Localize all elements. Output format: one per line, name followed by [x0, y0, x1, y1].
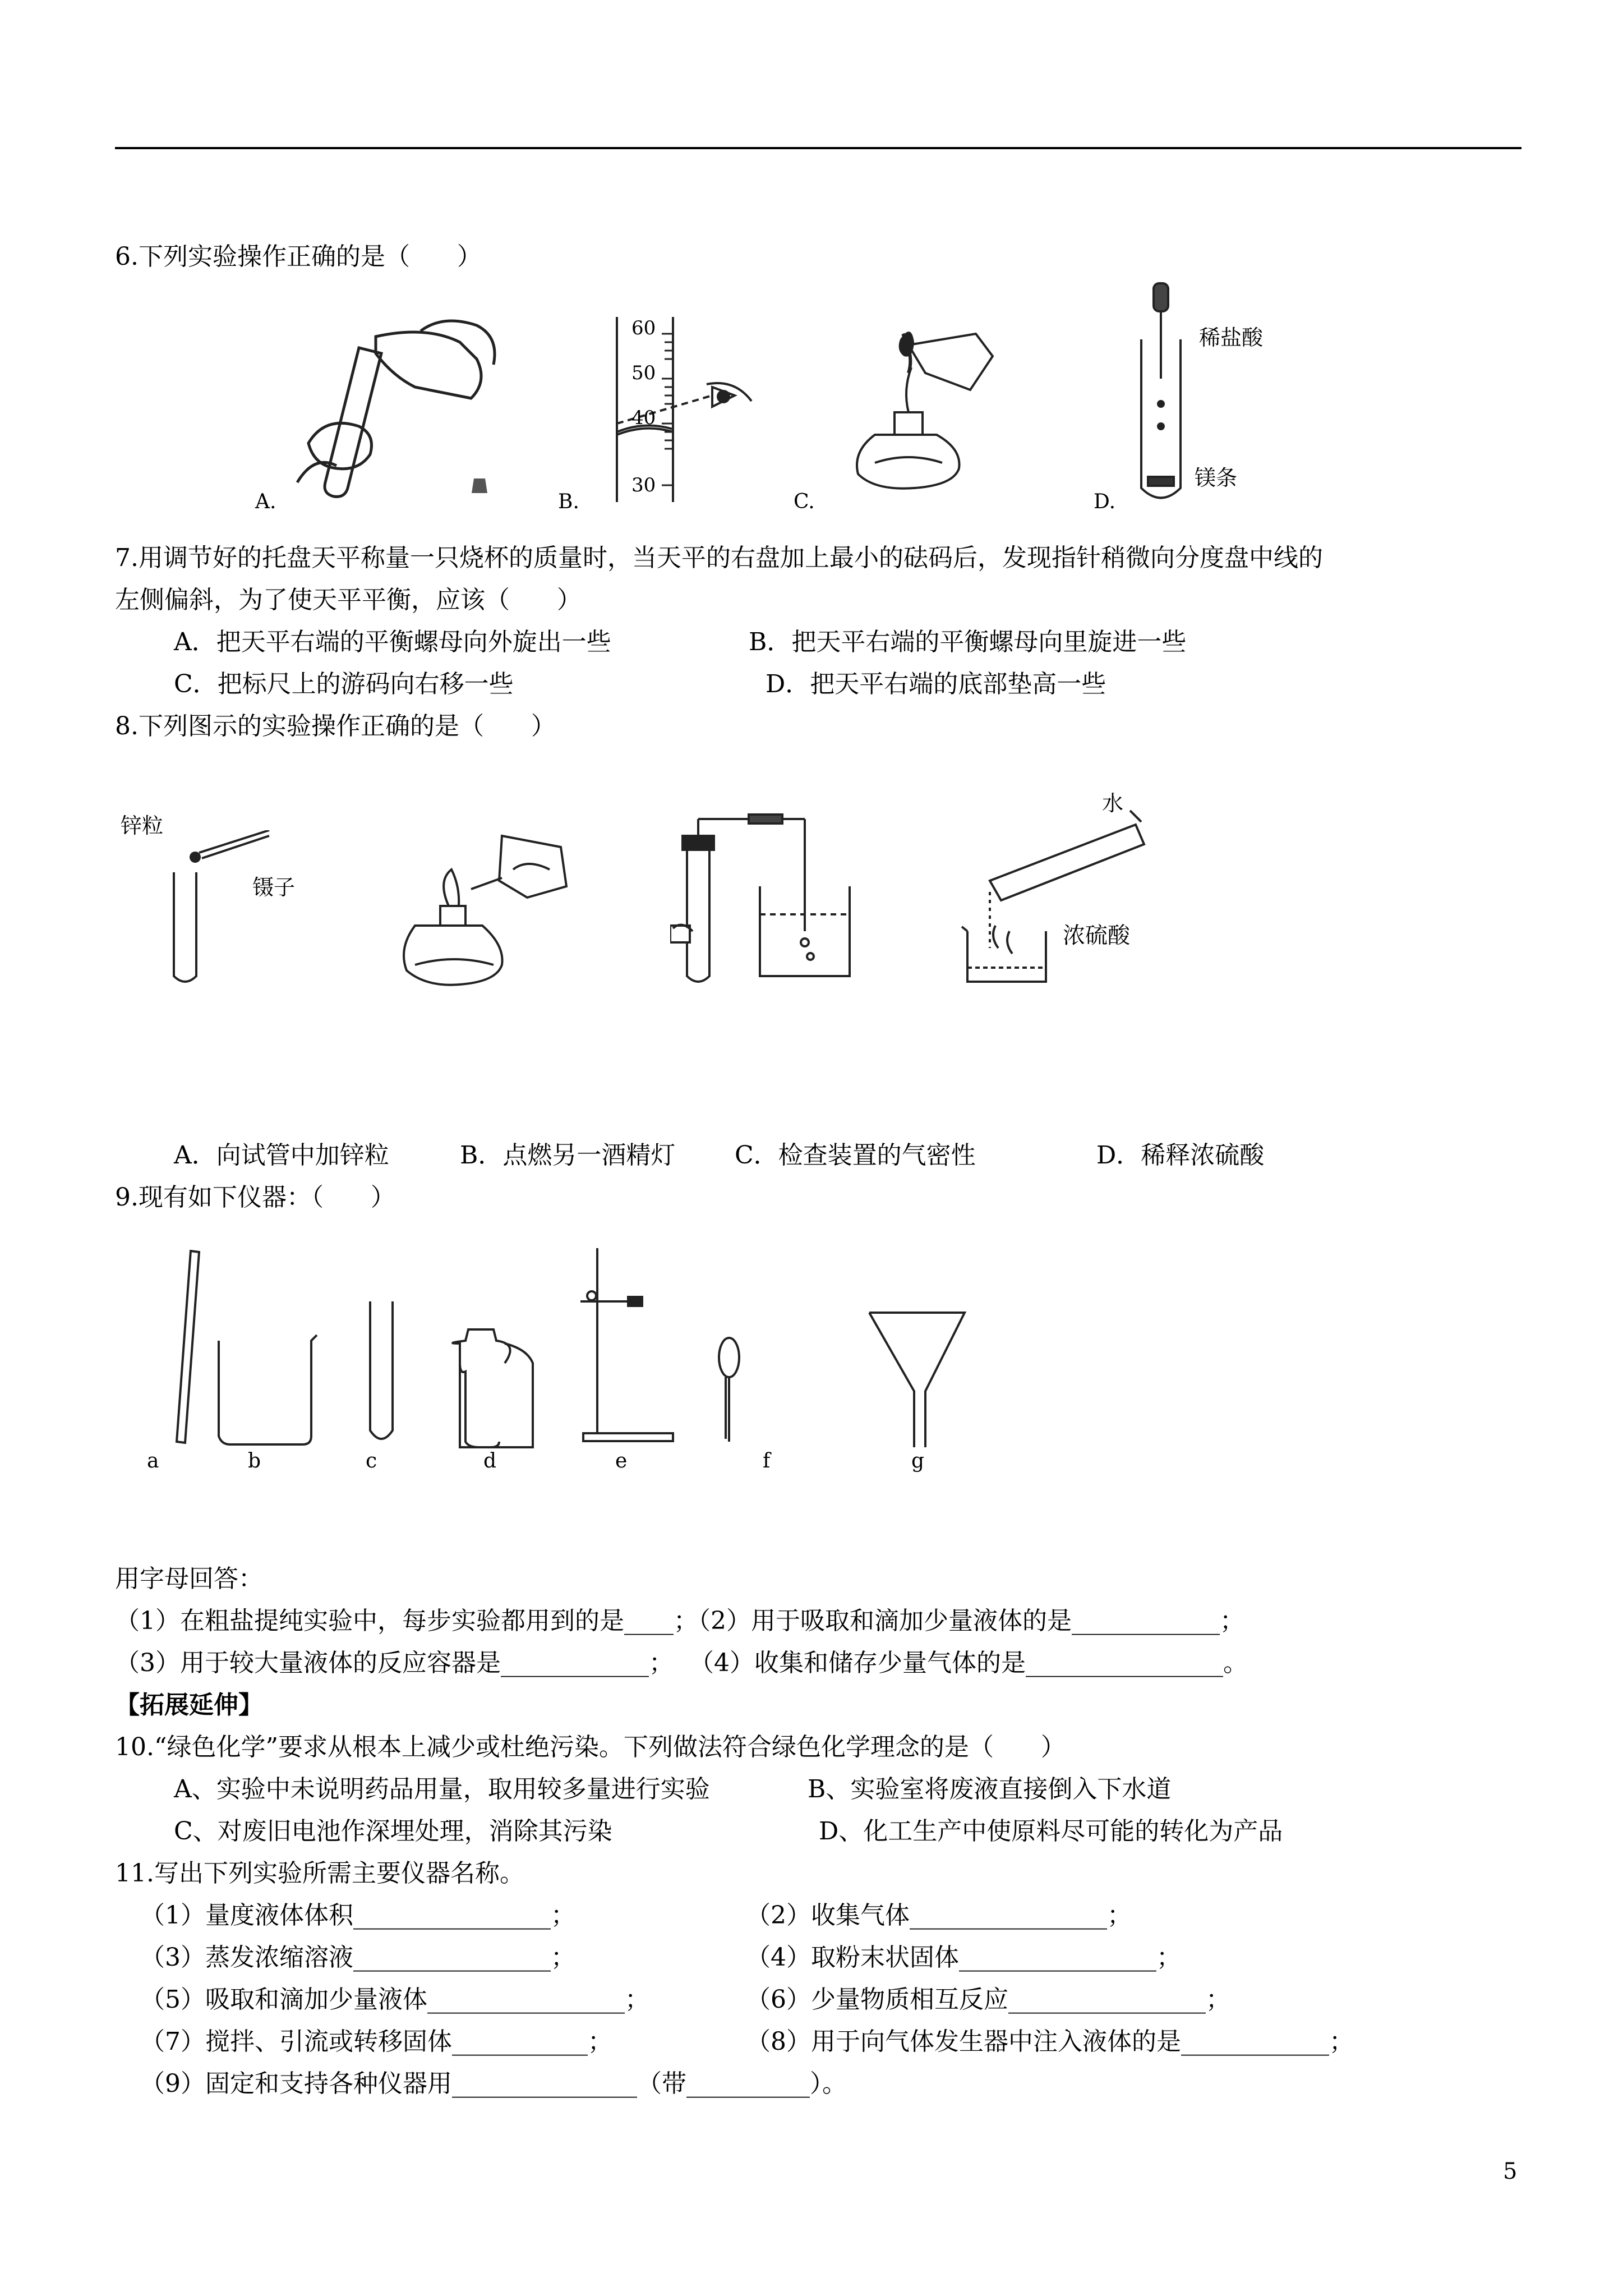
water-label: 水: [1102, 791, 1124, 816]
q11-item-5: （5）吸取和滴加少量液体________________；: [140, 1985, 649, 2014]
cylinder-tick-40: 40: [631, 407, 656, 429]
q8-figure-b: [393, 825, 578, 987]
instrument-letter-a: a: [147, 1450, 159, 1473]
tweezers-label: 镊子: [252, 875, 296, 900]
q6-label-a: A.: [255, 490, 276, 513]
cylinder-tick-30: 30: [631, 474, 656, 496]
q7-stem-line2: 左侧偏斜，为了使天平平衡，应该（ ）: [115, 586, 582, 614]
q6-stem: 6.下列实验操作正确的是（ ）: [115, 242, 482, 271]
q10-option-a: A、实验中未说明药品用量，取用较多量进行实验: [174, 1775, 710, 1803]
bottle-stopper: [468, 474, 491, 496]
q11-item-6: （6）少量物质相互反应________________；: [746, 1985, 1230, 2014]
q7-option-d: D．把天平右端的底部垫高一些: [766, 670, 1106, 698]
hcl-label: 稀盐酸: [1199, 325, 1264, 350]
q9-stem: 9.现有如下仪器：（ ）: [115, 1183, 395, 1212]
magnesium-label: 镁条: [1195, 466, 1238, 490]
q9-answer-line1: （1）在粗盐提纯实验中，每步实验都用到的是____；（2）用于吸取和滴加少量液体的是____________；: [115, 1607, 1244, 1635]
q6-label-d: D.: [1094, 490, 1116, 513]
q11-item-4: （4）取粉末状固体________________；: [746, 1943, 1181, 1972]
q11-item-2: （2）收集气体________________；: [746, 1901, 1132, 1930]
q9-answer-intro: 用字母回答：: [115, 1565, 263, 1593]
cylinder-tick-50: 50: [631, 362, 656, 384]
q8-figure-c: [670, 813, 861, 987]
q7-option-c: C．把标尺上的游码向右移一些: [174, 670, 514, 698]
q9-answer-line2: （3）用于较大量液体的反应容器是____________； （4）收集和储存少量气体的是________________。: [115, 1649, 1248, 1677]
q11-item-9: （9）固定和支持各种仪器用_______________（带__________）。: [140, 2069, 847, 2098]
q10-option-c: C、对废旧电池作深埋处理，消除其污染: [174, 1817, 612, 1846]
q8-figure-a: [157, 830, 325, 987]
q6-label-c: C.: [794, 490, 815, 513]
q6-figure-d: [1130, 280, 1192, 505]
instrument-letter-g: g: [911, 1450, 925, 1473]
q8-option-c: C．检查装置的气密性: [735, 1141, 976, 1170]
q8-option-a: A．向试管中加锌粒: [174, 1141, 389, 1170]
zinc-label: 锌粒: [121, 813, 164, 838]
q11-item-7: （7）搅拌、引流或转移固体___________；: [140, 2027, 612, 2056]
q10-stem: 10.“绿色化学”要求从根本上减少或杜绝污染。下列做法符合绿色化学理念的是（ ）: [115, 1733, 1066, 1761]
q7-option-a: A．把天平右端的平衡螺母向外旋出一些: [174, 628, 611, 656]
q8-option-b: B．点燃另一酒精灯: [460, 1141, 676, 1170]
instrument-letter-e: e: [615, 1450, 628, 1473]
q7-stem-line1: 7.用调节好的托盘天平称量一只烧杯的质量时，当天平的右盘加上最小的砝码后，发现指针稍微向分度盘中线的: [115, 544, 1323, 572]
page-number: 5: [1503, 2159, 1518, 2184]
instrument-letter-f: f: [763, 1450, 771, 1473]
q10-option-d: D、化工生产中使原料尽可能的转化为产品: [819, 1817, 1283, 1846]
q6-figure-a: [292, 314, 527, 510]
q6-figure-b: [606, 317, 757, 502]
q10-option-b: B、实验室将废液直接倒入下水道: [808, 1775, 1172, 1803]
q11-item-8: （8）用于向气体发生器中注入液体的是____________；: [746, 2027, 1354, 2056]
q9-instruments: [123, 1245, 998, 1458]
q11-item-3: （3）蒸发浓缩溶液________________；: [140, 1943, 575, 1972]
q7-option-b: B．把天平右端的平衡螺母向里旋进一些: [749, 628, 1187, 656]
q8-stem: 8.下列图示的实验操作正确的是（ ）: [115, 712, 556, 740]
q8-option-d: D．稀释浓硫酸: [1096, 1141, 1265, 1170]
q11-item-1: （1）量度液体体积________________；: [140, 1901, 575, 1930]
header-rule: [115, 147, 1521, 149]
q8-figure-d: [956, 802, 1158, 987]
q6-figure-c: [841, 323, 998, 491]
q11-stem: 11.写出下列实验所需主要仪器名称。: [115, 1859, 524, 1888]
conc-acid-label: 浓硫酸: [1063, 923, 1130, 949]
instrument-letter-c: c: [366, 1450, 377, 1473]
section-heading: 【拓展延伸】: [115, 1691, 263, 1719]
cylinder-tick-60: 60: [631, 317, 656, 339]
instrument-letter-b: b: [248, 1450, 261, 1473]
q6-label-b: B.: [558, 490, 579, 513]
instrument-letter-d: d: [483, 1450, 497, 1473]
